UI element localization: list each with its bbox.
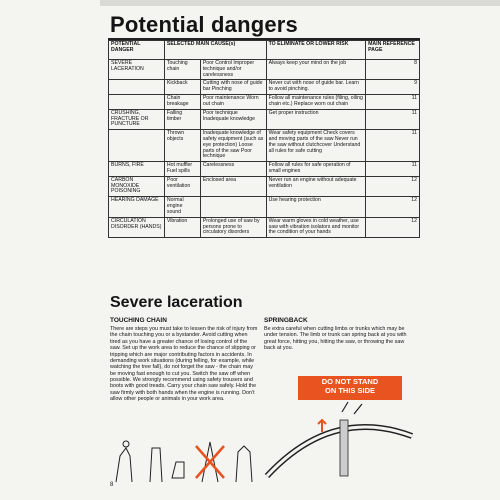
table-row	[109, 95, 420, 110]
table-row	[109, 176, 420, 196]
cell-page: 11	[366, 130, 420, 162]
table-row	[109, 217, 420, 237]
cell-page: 11	[366, 162, 420, 177]
cell-remedy: Always keep your mind on the job	[266, 60, 366, 80]
operator-figure-icon	[116, 448, 132, 482]
dangers-table	[108, 40, 420, 238]
header-danger: POTENTIAL DANGER	[109, 41, 165, 60]
cell-cause: Kickback	[164, 80, 200, 95]
touching-heading: TOUCHING CHAIN	[110, 317, 167, 324]
page-title: Potential dangers	[110, 12, 298, 37]
tension-lines-icon	[342, 402, 362, 414]
cell-remedy: Get proper instruction	[266, 109, 366, 129]
cell-cause: Touching chain	[164, 60, 200, 80]
header-cause: SELECTED MAIN CAUSE(s)	[164, 41, 266, 60]
springback-heading: SPRINGBACK	[264, 317, 308, 324]
cell-danger: CIRCULATION DISORDER (HANDS)	[109, 217, 165, 237]
header-page: MAIN REFERENCE PAGE	[366, 41, 420, 60]
cell-remedy: Wear safety equipment Check covers and moving parts of the saw Never run the saw without clutchcover Understand all rules for safe cutting	[266, 130, 366, 162]
cell-cause: Thrown objects	[164, 130, 200, 162]
table-row	[109, 197, 420, 217]
table-row	[109, 109, 420, 129]
cell-danger: CRUSHING, FRACTURE OR PUNCTURE	[109, 109, 165, 129]
second-operator-icon	[236, 446, 252, 482]
cell-remedy: Follow all maintenance rules (filing, oiling chain etc.) Replace worn out chain	[266, 95, 366, 110]
safety-trousers-icon	[150, 448, 162, 482]
cell-cause: Normal engine sound	[164, 197, 200, 217]
bent-trunk-icon	[267, 427, 412, 476]
cell-danger: HEARING DAMAGE	[109, 197, 165, 217]
cell-danger	[109, 80, 165, 95]
warning-line-2: ON THIS SIDE	[324, 385, 375, 395]
cell-detail	[200, 197, 266, 217]
cell-page: 9	[366, 80, 420, 95]
cell-remedy: Use hearing protection	[266, 197, 366, 217]
touching-chain-illustration	[110, 438, 260, 484]
cell-cause: Chain breakage	[164, 95, 200, 110]
cell-danger	[109, 130, 165, 162]
springback-illustration	[262, 396, 422, 486]
cell-detail: Enclosed area	[200, 176, 266, 196]
cell-detail: Cutting with nose of guide bar Pinching	[200, 80, 266, 95]
cell-page: 8	[366, 60, 420, 80]
cell-detail: Poor technique Inadequate knowledge	[200, 109, 266, 129]
cell-danger	[109, 95, 165, 110]
warning-line-1: DO NOT STAND	[321, 377, 379, 386]
section-title: Severe laceration	[110, 294, 243, 311]
cell-detail: Poor maintenance Worn out chain	[200, 95, 266, 110]
cell-cause: Hot muffler Fuel spills	[164, 162, 200, 177]
cell-page: 12	[366, 217, 420, 237]
cell-page: 11	[366, 109, 420, 129]
page-top-edge	[100, 0, 500, 6]
table-row	[109, 60, 420, 80]
cell-remedy: Never run an engine without adequate ventilation	[266, 176, 366, 196]
cell-detail: Inadequate knowledge of safety equipment (such as eye protection) Loose parts of the saw Poor technique	[200, 130, 266, 162]
springback-text: Be extra careful when cutting limbs or trunks which may be under tension. The limb or trunk can spring back at you with great force, hitting you, hitting the saw, or throwing the saw back at you.	[264, 326, 407, 352]
cell-cause: Falling timber	[164, 109, 200, 129]
header-remedy: TO ELIMINATE OR LOWER RISK	[266, 41, 366, 60]
table-row	[109, 80, 420, 95]
arrow-icon	[318, 420, 326, 432]
table-row	[109, 130, 420, 162]
cell-danger: BURNS, FIRE	[109, 162, 165, 177]
touching-text: There are steps you must take to lessen the risk of injury from the chain touching you or a bystander. Avoid cutting when tired as you have a greater chance of losing control of the saw. Set up the work area to reduce the chance of slipping or tripping which are major contributing factors in accidents. In demanding work situations (during felling, for example, while watching the tree fall), do not forget the saw - the chain may be moving fast enough to cut you. Switch the saw off when possible. We strongly recommend using safety trousers and boots with good treads. Carry your chain saw safely. Hold the saw firmly with both hands when the engine is running. Don't allow other people or animals in your work area.	[110, 326, 258, 403]
cell-cause: Poor ventilation	[164, 176, 200, 196]
cell-cause: Vibration	[164, 217, 200, 237]
cell-remedy: Never cut with nose of guide bar. Learn to avoid pinching.	[266, 80, 366, 95]
table-row	[109, 162, 420, 177]
cell-danger: CARBON MONOXIDE POISONING	[109, 176, 165, 196]
boot-icon	[172, 462, 184, 478]
table-header-row	[109, 41, 420, 60]
cell-detail: Prolonged use of saw by persons prone to circulatory disorders	[200, 217, 266, 237]
cell-danger: SEVERE LACERATION	[109, 60, 165, 80]
cell-page: 12	[366, 197, 420, 217]
cell-detail: Poor Control Improper technique and/or carelessness	[200, 60, 266, 80]
page-number: 8	[110, 482, 114, 488]
cell-remedy: Wear warm gloves in cold weather, use saw with vibration isolators and monitor the condition of your hands	[266, 217, 366, 237]
cell-remedy: Follow all rules for safe operation of small engines	[266, 162, 366, 177]
cell-page: 11	[366, 95, 420, 110]
cell-page: 12	[366, 176, 420, 196]
cell-detail: Carelessness	[200, 162, 266, 177]
support-post-icon	[340, 420, 348, 476]
